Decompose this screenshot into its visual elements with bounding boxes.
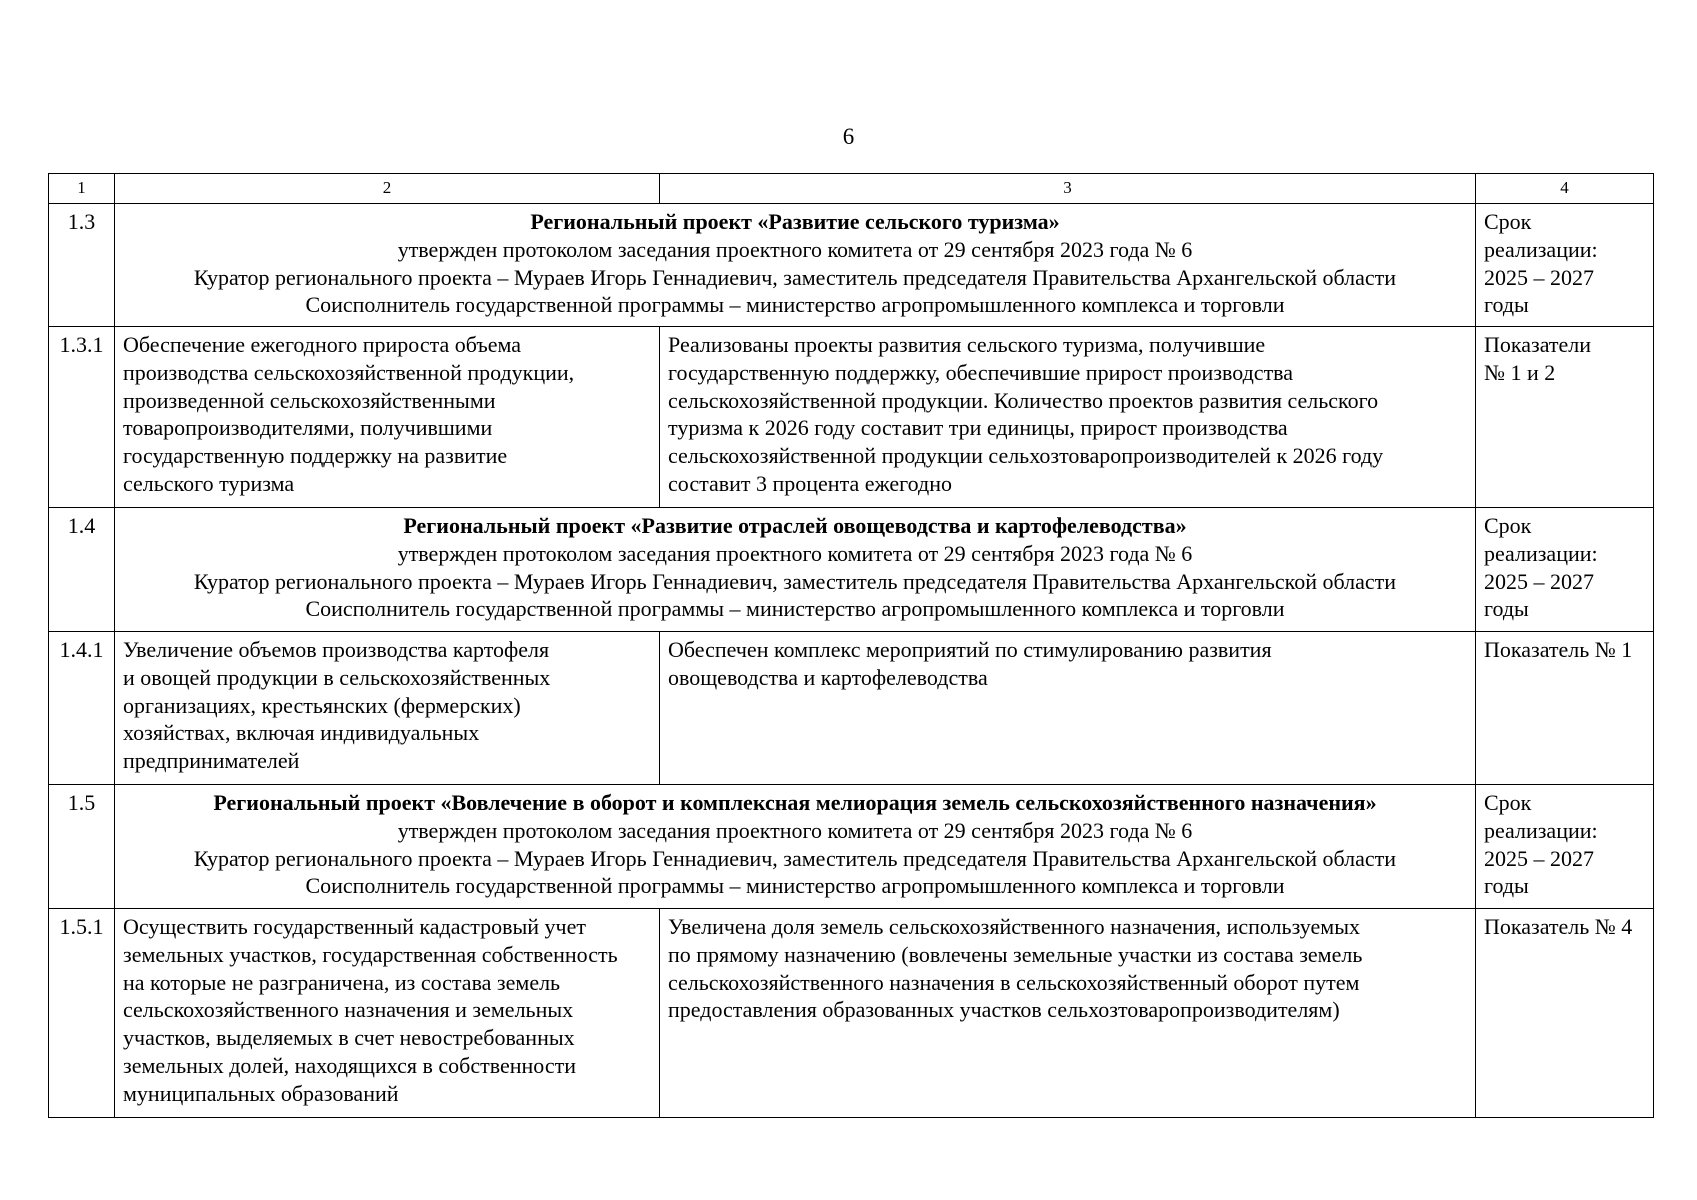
row-number: 1.3.1 bbox=[49, 327, 115, 508]
column-number: 1 bbox=[49, 174, 115, 204]
project-approval: утвержден протоколом заседания проектного комитета от 29 сентября 2023 года № 6 bbox=[397, 817, 1193, 843]
project-curator: Куратор регионального проекта – Мураев Игорь Геннадиевич, заместитель председателя Правительства Архангельской области bbox=[193, 568, 1397, 594]
project-coexecutor: Соисполнитель государственной программы – министерство агропромышленного комплекса и торговли bbox=[305, 596, 1285, 622]
project-term: Срок реализации: 2025 – 2027 годы bbox=[1476, 508, 1654, 632]
project-curator: Куратор регионального проекта – Мураев Игорь Геннадиевич, заместитель председателя Правительства Архангельской области bbox=[193, 845, 1397, 871]
project-title: Региональный проект «Развитие сельского туризма» bbox=[530, 209, 1060, 234]
task-row bbox=[49, 327, 1654, 508]
row-number: 1.4.1 bbox=[49, 632, 115, 785]
task-text: Осуществить государственный кадастровый учет земельных участков, государственная собственность на которые не разграничена, из состава земель сельскохозяйственного назначения и земельных участков, выделяемых в счет невостребованных земельных долей, находящихся в собственности муниципальных образований bbox=[115, 909, 660, 1118]
task-result: Реализованы проекты развития сельского туризма, получившие государственную поддержку, обеспечившие прирост производства сельскохозяйственной продукции. Количество проектов развития сельского туризма к 2026 году составит три единицы, прирост производства сельскохозяйственной продукции сельхозтоваропроизводителей к 2026 году составит 3 процента ежегодно bbox=[660, 327, 1476, 508]
task-text: Увеличение объемов производства картофеля и овощей продукции в сельскохозяйственных организациях, крестьянских (фермерских) хозяйствах, включая индивидуальных предпринимателей bbox=[115, 632, 660, 785]
column-number: 3 bbox=[660, 174, 1476, 204]
task-result: Обеспечен комплекс мероприятий по стимулированию развития овощеводства и картофелеводства bbox=[660, 632, 1476, 785]
project-term: Срок реализации: 2025 – 2027 годы bbox=[1476, 204, 1654, 327]
project-row bbox=[49, 508, 1654, 632]
task-indicator: Показатели № 1 и 2 bbox=[1476, 327, 1654, 508]
column-number: 2 bbox=[115, 174, 660, 204]
project-description bbox=[115, 785, 1476, 909]
row-number: 1.5.1 bbox=[49, 909, 115, 1118]
page-number: 6 bbox=[842, 124, 855, 149]
task-row bbox=[49, 909, 1654, 1118]
row-number: 1.4 bbox=[49, 508, 115, 632]
project-curator: Куратор регионального проекта – Мураев Игорь Геннадиевич, заместитель председателя Правительства Архангельской области bbox=[193, 264, 1397, 290]
project-description bbox=[115, 204, 1476, 327]
column-number-row bbox=[49, 174, 1654, 204]
project-row bbox=[49, 785, 1654, 909]
project-title: Региональный проект «Вовлечение в оборот и комплексная мелиорация земель сельскохозяйственного назначения» bbox=[213, 790, 1377, 815]
task-indicator: Показатель № 1 bbox=[1476, 632, 1654, 785]
task-result: Увеличена доля земель сельскохозяйственного назначения, используемых по прямому назначению (вовлечены земельные участки из состава земель сельскохозяйственного назначения в сельскохозяйственный оборот путем предоставления образованных участков сельхозтоваропроизводителям) bbox=[660, 909, 1476, 1118]
project-coexecutor: Соисполнитель государственной программы – министерство агропромышленного комплекса и торговли bbox=[305, 292, 1285, 318]
project-title: Региональный проект «Развитие отраслей овощеводства и картофелеводства» bbox=[403, 513, 1187, 538]
project-approval: утвержден протоколом заседания проектного комитета от 29 сентября 2023 года № 6 bbox=[397, 236, 1193, 262]
project-description bbox=[115, 508, 1476, 632]
row-number: 1.5 bbox=[49, 785, 115, 909]
project-coexecutor: Соисполнитель государственной программы – министерство агропромышленного комплекса и торговли bbox=[305, 873, 1285, 899]
project-term: Срок реализации: 2025 – 2027 годы bbox=[1476, 785, 1654, 909]
project-row bbox=[49, 204, 1654, 327]
task-row bbox=[49, 632, 1654, 785]
task-indicator: Показатель № 4 bbox=[1476, 909, 1654, 1118]
column-number: 4 bbox=[1476, 174, 1654, 204]
task-text: Обеспечение ежегодного прироста объема производства сельскохозяйственной продукции, произведенной сельскохозяйственными товаропроизводителями, получившими государственную поддержку на развитие сельского туризма bbox=[115, 327, 660, 508]
project-approval: утвержден протоколом заседания проектного комитета от 29 сентября 2023 года № 6 bbox=[397, 540, 1193, 566]
program-table bbox=[48, 173, 1654, 1118]
row-number: 1.3 bbox=[49, 204, 115, 327]
